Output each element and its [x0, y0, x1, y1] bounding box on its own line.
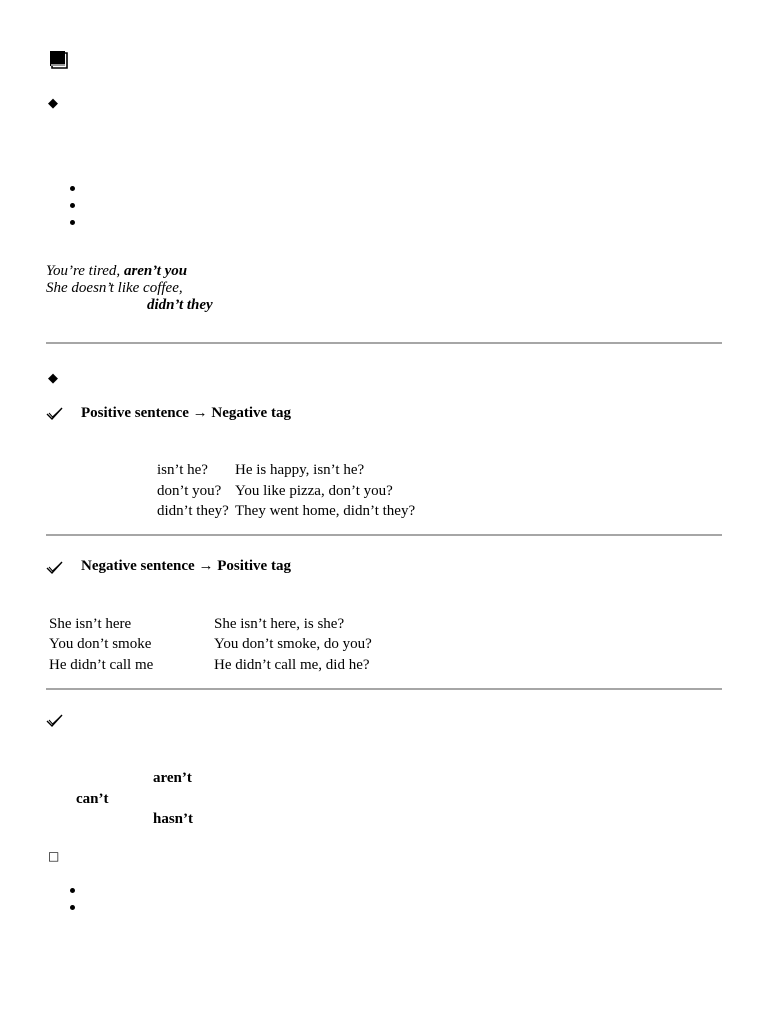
bullet-point: [70, 220, 75, 225]
negative-example: He didn’t call me, did he?: [214, 657, 370, 673]
example-tag: aren’t you: [123, 263, 188, 279]
positive-tag: isn’t he?: [157, 462, 208, 478]
negative-sentence: You don’t smoke: [49, 636, 152, 652]
example-tag: didn’t they: [147, 297, 213, 313]
bullet-point: [70, 186, 75, 191]
example-line-3: [147, 297, 213, 314]
diamond-icon: ◆: [48, 370, 58, 385]
special-word: can’t: [76, 791, 109, 807]
diamond-icon: ◆: [48, 95, 58, 110]
negative-sentence: He didn’t call me: [49, 657, 154, 673]
positive-example: They went home, didn’t they?: [235, 503, 416, 519]
negative-example: You don’t smoke, do you?: [214, 636, 372, 652]
example-line-1: [46, 263, 187, 280]
divider: [46, 342, 722, 344]
positive-heading: Positive sentence → Negative tag: [81, 405, 291, 421]
positive-tag: didn’t they?: [157, 503, 229, 519]
example-text: You’re tired,: [46, 263, 124, 279]
positive-example: You like pizza, don’t you?: [235, 483, 393, 499]
bullet-point: [70, 203, 75, 208]
negative-sentence: She isn’t here: [49, 616, 132, 632]
positive-example: He is happy, isn’t he?: [235, 462, 365, 478]
negative-heading: Negative sentence → Positive tag: [81, 558, 291, 574]
check-icon: [46, 714, 64, 728]
book-icon: [48, 49, 68, 69]
box-icon: □: [48, 849, 60, 863]
check-icon: [46, 561, 64, 575]
special-word: aren’t: [153, 770, 192, 786]
negative-example: She isn’t here, is she?: [214, 616, 345, 632]
bullet-point: [70, 888, 75, 893]
bullet-point: [70, 905, 75, 910]
example-line-2: She doesn’t like coffee,: [46, 280, 183, 296]
check-icon: [46, 407, 64, 421]
divider: [46, 534, 722, 536]
special-word: hasn’t: [153, 811, 194, 827]
positive-tag: don’t you?: [157, 483, 222, 499]
divider: [46, 688, 722, 690]
